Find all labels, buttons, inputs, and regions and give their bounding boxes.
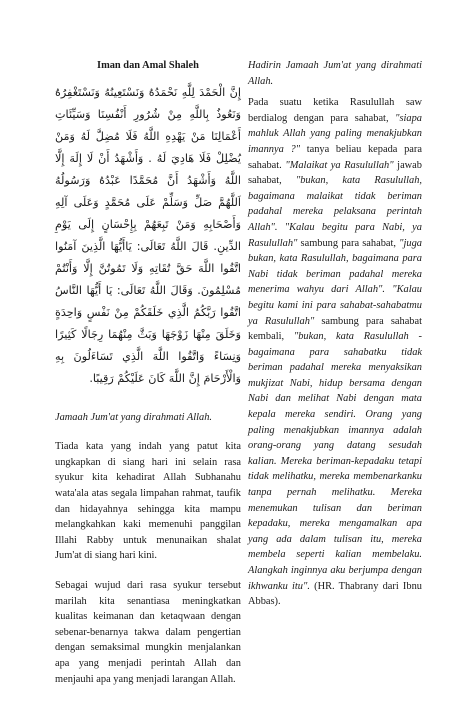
arabic-opening-text: إِنَّ الْحَمْدَ لِلَّهِ نَحْمَدُهُ وَنَسْتَعِينُهُ وَنَسْتَغْفِرُهُ وَنَعُوذُ بِاللَّهِ مِنْ شُرُورِ أَنْفُسِنَا وَسَيِّئَاتِ أَعْمَالِنَا مَنْ يَهْدِهِ اللَّهُ فَلَا مُضِلَّ لَهُ وَمَنْ يُضْلِلْ فَلَا هَادِيَ لَهُ . وَأَشْهَدُ أَنْ لَا إِلَهَ إِلَّا اللَّهُ وَأَشْهَدُ أَنَّ مُحَمَّدًا عَبْدُهُ وَرَسُولُهُ اَللَّهُمَّ صَلِّ وَسَلِّمْ عَلَى مُحَمَّدٍ وَعَلَى آلِهِ وَأَصْحَابِهِ وَمَنْ تَبِعَهُمْ بِإِحْسَانٍ إِلَى يَوْمِ الدِّينِ. قَالَ اللَّهُ تَعَالَى: يَاأَيُّهَا الَّذِينَ آمَنُوا اتَّقُوا اللَّهَ حَقَّ تُقَاتِهِ وَلَا تَمُوتُنَّ إِلَّا وَأَنْتُمْ مُسْلِمُونَ. وَقَالَ اللَّهُ تَعَالَى: يَا أَيُّهَا النَّاسُ اتَّقُوا رَبَّكُمُ الَّذِي خَلَقَكُمْ مِنْ نَفْسٍ وَاحِدَةٍ وَخَلَقَ مِنْهَا زَوْجَهَا وَبَثَّ مِنْهُمَا رِجَالًا كَثِيرًا وَنِسَاءً وَاتَّقُوا اللَّهَ الَّذِي تَسَاءَلُونَ بِهِ وَالْأَرْحَامَ إِنَّ اللَّهَ كَانَ عَلَيْكُمْ رَقِيبًا.	[55, 85, 241, 385]
hadith-reply-4: "bukan, kata Rasulullah - bagaimana para sahabatku tidak beriman padahal mereka menyaksikan mukjizat Nabi, hidup bersama dengan Nabi dan melihat Nabi dengan mata kepala mereka sendiri. Orang yang paling menakjubkan imannya adalah orang-orang yang datang sesudah kalian. Mereka beriman-kepadaku tetapi tidak melihatku, mereka membenarkanku tanpa pernah melihatku. Mereka menemukan tulisan dan beriman kepadaku, mereka mengamalkan apa yang ada dalam tulisan itu, mereka membela seperti kalian membelaku. Alangkah inginnya aku berjumpa dengan ikhwanku itu".	[248, 331, 422, 592]
left-paragraph-2: Sebagai wujud dari rasa syukur tersebut marilah kita senantiasa meningkatkan kualitas keimanan dan ketaqwaan dengan sebenar-benarnya takwa dalam pengertian dengan semaksimal mungkin menjalankan apa yang menjadi perintah Allah dan menjauhi apa yang menjadi larangan Allah.	[55, 579, 241, 685]
right-greeting: Hadirin Jamaah Jum'at yang dirahmati Allah.	[248, 60, 422, 87]
left-column	[55, 58, 241, 701]
hadith-intro: Pada suatu ketika Rasulullah saw berdialog dengan para sahabat,	[248, 97, 422, 124]
hadith-narration-3: sambung para sahabat,	[297, 237, 400, 249]
hadith-reply-1: "Malaikat ya Rasulullah"	[285, 159, 394, 171]
hadith-source: (HR. Thabrany dari Ibnu Abbas).	[248, 580, 422, 608]
hadith-paragraph	[248, 95, 422, 610]
right-column	[248, 58, 422, 610]
hadith-question: "siapa mahluk Allah yang paling menakjubkan imannya ?"	[248, 112, 422, 155]
hadith-narration-2: jawab sahabat,	[248, 159, 422, 187]
left-paragraph-1: Tiada kata yang indah yang patut kita ungkapkan di siang hari ini selain rasa syukur kita kehadirat Allah Subhanahu wata'ala atas segala limpahan rahmat, taufik dan hidayahnya sehingga kita mampu melangkahkan kaki memenuhi panggilan Illahi Rabby untuk menunaikan shalat Jum'at di siang hari kini.	[55, 441, 241, 562]
hadith-narration-4: sambung para sahabat kembali,	[248, 315, 422, 343]
left-greeting: Jamaah Jum'at yang dirahmati Allah.	[55, 411, 213, 423]
sermon-title: Iman dan Amal Shaleh	[97, 60, 199, 71]
hadith-reply-2: "bukan, kata Rasulullah, bagaimana malaikat tidak beriman padahal mereka pelaksana perintah Allah". "Kalau begitu para Nabi, ya Rasulullah"	[248, 175, 422, 249]
hadith-narration-1: tanya beliau kepada para sahabat.	[248, 143, 422, 171]
hadith-reply-3: "juga bukan, kata Rasulullah, bagaimana para Nabi tidak beriman padahal mereka menerima wahyu dari Allah". "Kalau begitu kami ini para sahabat-sahabatmu ya Rasulullah"	[248, 237, 422, 327]
